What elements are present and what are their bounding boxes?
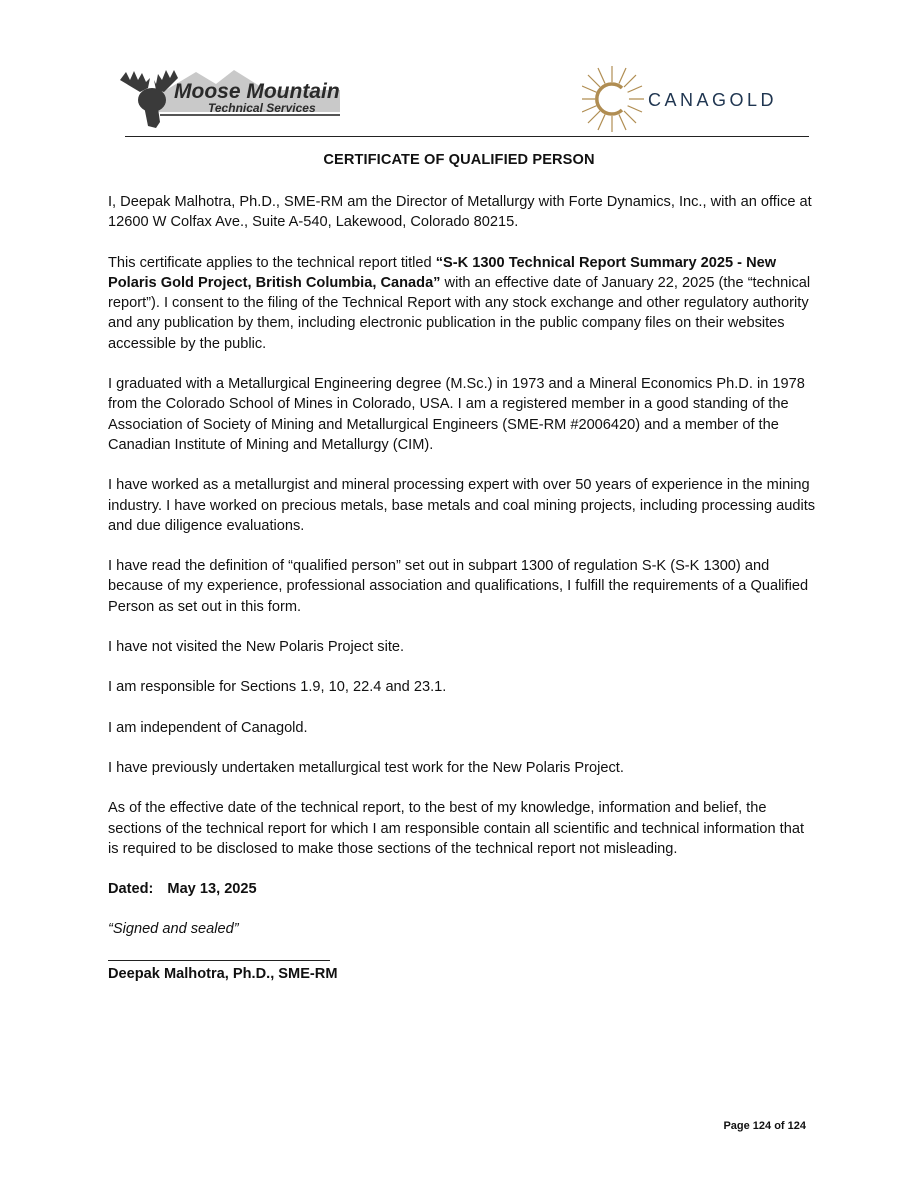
paragraph-statement: As of the effective date of the technical report, to the best of my knowledge, information and belief, the sections of the technical report for which I am responsible contain all scientific and technical information that is required to be disclosed to make those sections of the technical report not misleading. (108, 800, 804, 857)
paragraph-office: I, Deepak Malhotra, Ph.D., SME-RM am the Director of Metallurgy with Forte Dynamics, Inc., with an office at 12600 W Colfax Ave., Suite A-540, Lakewood, Colorado 80215. (108, 194, 812, 231)
svg-text:CANAGOLD: CANAGOLD (648, 90, 778, 110)
svg-text:Technical Services: Technical Services (208, 101, 316, 115)
moose-mountain-logo (116, 66, 344, 130)
dated-label: Dated: (108, 881, 154, 898)
signature-line (108, 960, 330, 961)
signatory-name: Deepak Malhotra, Ph.D., SME-RM (108, 965, 338, 982)
page-title: CERTIFICATE OF QUALIFIED PERSON (323, 152, 595, 168)
paragraph-report-title: This certificate applies to the technical report titled “S-K 1300 Technical Report Summary 2025 - New Polaris Gold Project, British Columbia, Canada” with an effective date of January 22, 2025 (the “technical report”). I consent to the filing of the Technical Report with any stock exchange and other regulatory authority and any publication by them, including electronic publication in the public company files on their websites accessible by the public. (108, 254, 811, 352)
signed-and-sealed: “Signed and sealed” (108, 921, 239, 938)
page-number: Page 124 of 124 (723, 1120, 806, 1132)
paragraph-site-visit: I have not visited the New Polaris Project site. (108, 639, 405, 656)
paragraph-education: I graduated with a Metallurgical Engineering degree (M.Sc.) in 1973 and a Mineral Economics Ph.D. in 1978 from the Colorado School of Mines in Colorado, USA. I am a registered member in a good standing of the Association of Society of Mining and Metallurgical Engineers (SME-RM #2006420) and a member of the Canadian Institute of Mining and Metallurgy (CIM). (108, 376, 805, 453)
certificate-body (108, 192, 816, 1004)
paragraph-experience: I have worked as a metallurgist and mineral processing expert with over 50 years of experience in the mining industry. I have worked on precious metals, base metals and coal mining projects, including processing audits and due diligence evaluations. (108, 477, 816, 534)
dated-value: May 13, 2025 (167, 881, 257, 898)
paragraph-qualified-person: I have read the definition of “qualified person” set out in subpart 1300 of regulation S-K (S-K 1300) and because of my experience, professional association and qualifications, I fulfill the requirements of a Qualified Person as set out in this form. (108, 558, 809, 615)
canagold-logo (582, 64, 804, 134)
paragraph-independence: I am independent of Canagold. (108, 719, 308, 736)
paragraph-prior-work: I have previously undertaken metallurgical test work for the New Polaris Project. (108, 759, 624, 776)
svg-text:Moose Mountain: Moose Mountain (174, 80, 340, 103)
page-header (0, 0, 918, 140)
report-title: “S-K 1300 Technical Report Summary 2025 - New Polaris Gold Project, British Columbia, Canada” (108, 254, 777, 291)
paragraph-responsibility: I am responsible for Sections 1.9, 10, 22.4 and 23.1. (108, 679, 447, 696)
dated-line (108, 879, 816, 899)
header-rule (125, 136, 809, 137)
